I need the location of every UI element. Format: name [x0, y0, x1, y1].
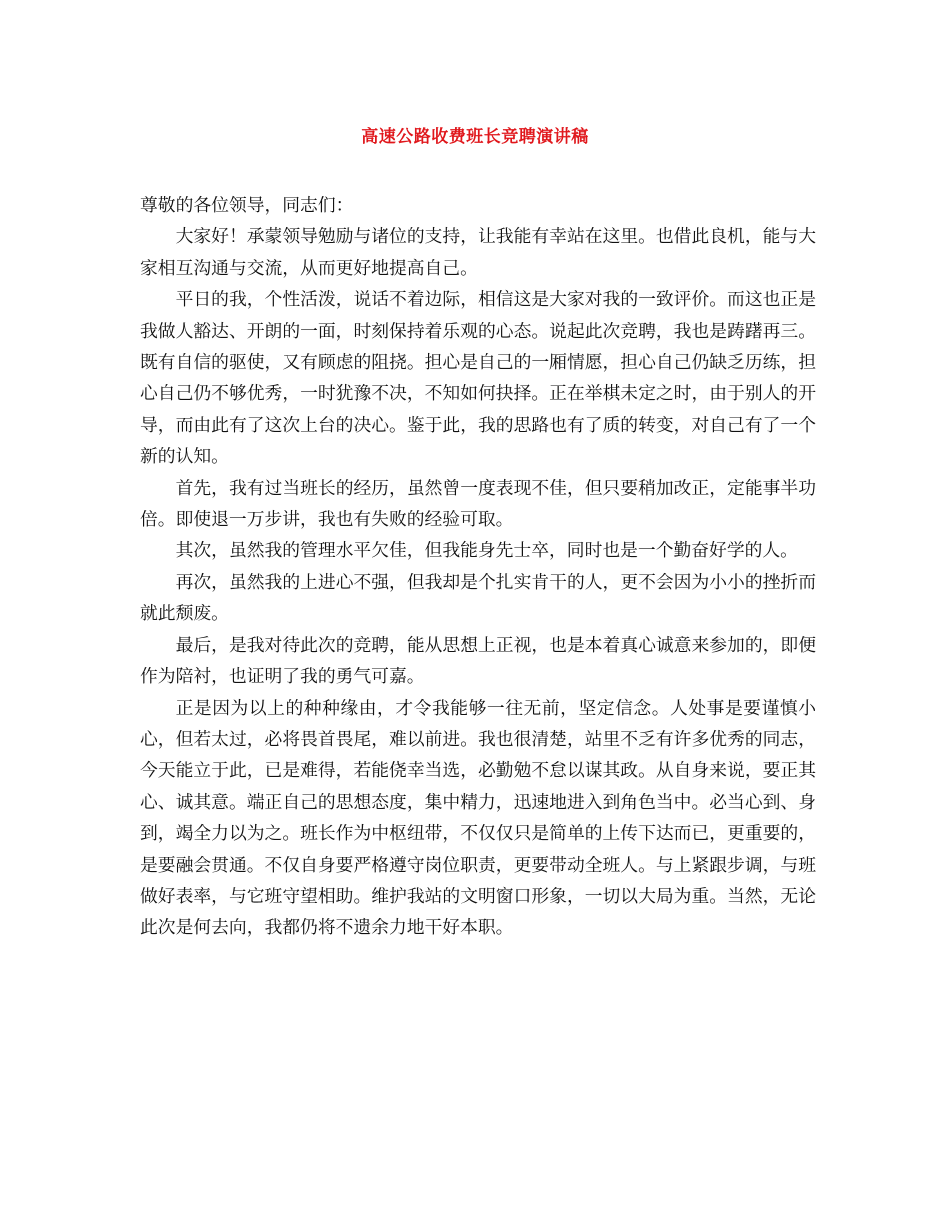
- paragraph-first-point: 首先，我有过当班长的经历，虽然曾一度表现不佳，但只要稍加改正，定能事半功倍。即使退一万步讲，我也有失败的经验可取。: [140, 477, 816, 531]
- paragraph-conclusion: 正是因为以上的种种缘由，才令我能够一往无前，坚定信念。人处事是要谨慎小心，但若太过，必将畏首畏尾，难以前进。我也很清楚，站里不乏有许多优秀的同志，今天能立于此，已是难得，若能侥幸当选，必勤勉不怠以谋其政。从自身来说，要正其心、诚其意。端正自己的思想态度，集中精力，迅速地进入到角色当中。必当心到、身到，竭全力以为之。班长作为中枢纽带，不仅仅只是简单的上传下达而已，更重要的，是要融会贯通。不仅自身要严格遵守岗位职责，更要带动全班人。与上紧跟步调，与班做好表率，与它班守望相助。维护我站的文明窗口形象，一切以大局为重。当然，无论此次是何去向，我都仍将不遗余力地干好本职。: [140, 697, 816, 939]
- paragraph-third-point: 再次，虽然我的上进心不强，但我却是个扎实肯干的人，更不会因为小小的挫折而就此颓废。: [140, 571, 816, 625]
- salutation: 尊敬的各位领导，同志们：: [140, 195, 354, 216]
- paragraph-last-point: 最后，是我对待此次的竞聘，能从思想上正视，也是本着真心诚意来参加的，即便作为陪衬，也证明了我的勇气可嘉。: [140, 634, 816, 688]
- paragraph-self-description: 平日的我，个性活泼，说话不着边际，相信这是大家对我的一致评价。而这也正是我做人豁达、开朗的一面，时刻保持着乐观的心态。说起此次竞聘，我也是踌躇再三。既有自信的驱使，又有顾虑的阻挠。担心是自己的一厢情愿，担心自己仍缺乏历练，担心自己仍不够优秀，一时犹豫不决，不知如何抉择。正在举棋未定之时，由于别人的开导，而由此有了这次上台的决心。鉴于此，我的思路也有了质的转变，对自己有了一个新的认知。: [140, 289, 816, 468]
- document-title: 高速公路收费班长竞聘演讲稿: [361, 127, 589, 147]
- document-body: [140, 190, 816, 944]
- paragraph-greeting: 大家好！承蒙领导勉励与诸位的支持，让我能有幸站在这里。也借此良机，能与大家相互沟通与交流，从而更好地提高自己。: [140, 226, 816, 279]
- paragraph-second-point: 其次，虽然我的管理水平欠佳，但我能身先士卒，同时也是一个勤奋好学的人。: [175, 540, 798, 562]
